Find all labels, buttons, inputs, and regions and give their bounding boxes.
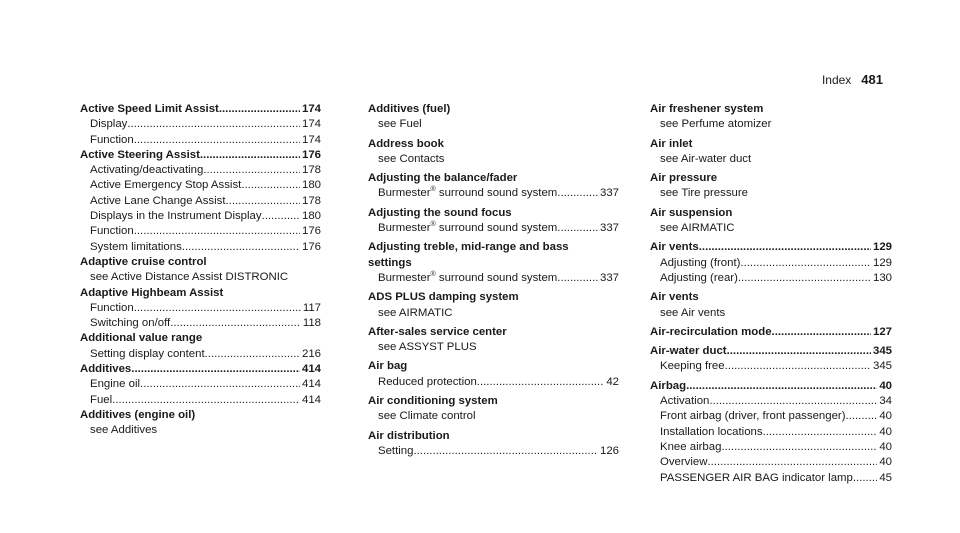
subentry[interactable]: Burmester® surround sound system [378,271,558,284]
entry-title[interactable]: Active Steering Assist [80,148,200,161]
index-entry [650,102,892,133]
subentry[interactable]: Installation locations [660,425,763,438]
page-ref[interactable]: 126 [599,444,619,457]
entry-title[interactable]: Air-recirculation mode [650,325,772,338]
subentry[interactable]: Burmester® surround sound system [378,221,558,235]
page-header [822,72,883,87]
see-reference[interactable]: see Fuel [378,118,422,131]
entry-title: Air distribution [368,429,450,442]
index-entry [650,137,892,168]
see-reference[interactable]: see Additives [90,424,158,437]
page-ref[interactable]: 129 [872,256,892,269]
page-ref[interactable]: 174 [301,118,321,131]
entry-title[interactable]: Active Speed Limit Assist [80,103,219,115]
entry-title-cont: settings [368,256,412,269]
index-column-1 [80,102,321,439]
entry-title[interactable]: Air vents [650,241,699,254]
see-reference[interactable]: see Perfume atomizer [660,118,772,131]
subentry[interactable]: Display [90,118,128,131]
subentry[interactable]: PASSENGER AIR BAG indicator lamp [660,471,853,484]
index-entry [368,394,619,425]
index-label: Index [821,73,852,87]
entry-title: Air suspension [650,206,733,219]
page-ref[interactable]: 174 [301,103,321,115]
entry-title[interactable]: Additives [80,363,132,376]
page-ref[interactable]: 176 [301,148,321,161]
see-reference[interactable]: see Air vents [660,306,726,319]
see-reference[interactable]: see Tire pressure [660,187,748,200]
see-reference[interactable]: see AIRMATIC [660,222,735,235]
index-entry [80,362,321,408]
subentry[interactable]: Reduced protection [378,375,477,388]
subentry[interactable]: Knee airbag [660,440,722,453]
page-ref[interactable]: 40 [879,425,892,438]
page-ref[interactable]: 180 [301,179,321,192]
subentry[interactable]: System limitations [90,240,182,253]
entry-title: Address book [368,137,444,150]
page-ref[interactable]: 129 [872,241,892,254]
page-ref[interactable]: 176 [301,240,321,253]
entry-title: Additives (engine oil) [80,408,196,421]
index-entry [80,255,321,286]
page-ref[interactable]: 174 [301,133,321,146]
entry-title: After-sales service center [368,325,507,338]
entry-title: Additional value range [80,332,203,345]
subentry[interactable]: Activating/deactivating [90,164,204,177]
page-ref[interactable]: 40 [879,410,892,423]
index-column-3 [650,102,892,486]
see-reference[interactable]: see Air-water duct [660,152,752,165]
entry-title[interactable]: Airbag [650,379,687,392]
page-ref[interactable]: 178 [301,194,321,207]
index-entry [650,379,892,486]
page-ref[interactable]: 216 [301,347,321,360]
index-entry [368,290,619,321]
index-entry [80,331,321,362]
page-ref[interactable]: 42 [606,375,619,388]
subentry[interactable]: Active Lane Change Assist [90,194,226,207]
page-ref[interactable]: 118 [302,317,321,330]
entry-title: Adjusting treble, mid-range and bass [368,241,569,254]
subentry[interactable]: Setting [378,444,414,457]
entry-title: Air conditioning system [368,395,498,408]
see-reference[interactable]: see AIRMATIC [378,306,453,319]
page-ref[interactable]: 337 [599,271,619,284]
page-ref[interactable]: 176 [301,225,321,238]
entry-title: Air freshener system [650,103,764,115]
entry-title[interactable]: Air-water duct [650,345,727,358]
subentry[interactable]: Function [90,225,134,238]
index-entry [650,290,892,321]
subentry[interactable]: Keeping free [660,360,725,373]
subentry[interactable]: Adjusting (front) [660,256,741,269]
subentry[interactable]: Switching on/off [90,317,171,330]
index-column-2 [368,102,619,459]
index-entry [368,171,619,202]
page-ref[interactable]: 34 [879,395,892,408]
index-entry [80,148,321,255]
entry-title: Adaptive Highbeam Assist [80,286,224,299]
entry-title: Air vents [650,291,699,304]
entry-title: ADS PLUS damping system [368,291,519,304]
entry-title: Additives (fuel) [368,103,451,115]
see-reference[interactable]: see ASSYST PLUS [378,341,477,354]
entry-title: Adjusting the balance/fader [368,172,518,185]
index-entry [650,171,892,202]
index-entry [650,240,892,286]
subentry[interactable]: Engine oil [90,378,141,391]
page-ref[interactable]: 45 [879,471,892,484]
subentry[interactable]: Front airbag (driver, front passenger) [660,410,846,423]
index-entry [80,102,321,148]
page-ref[interactable]: 40 [879,456,892,469]
index-entry [650,325,892,340]
page-ref[interactable]: 414 [301,378,321,391]
see-reference[interactable]: see Active Distance Assist DISTRONIC [90,271,289,284]
index-entry [368,429,619,460]
see-reference[interactable]: see Contacts [378,152,445,165]
page-ref[interactable]: 180 [301,210,321,223]
page-ref[interactable]: 414 [301,363,321,376]
index-entry [650,206,892,237]
entry-title: Air inlet [650,137,693,150]
subentry[interactable]: Overview [660,456,708,469]
index-entry [368,137,619,168]
index-entry [80,408,321,439]
subentry[interactable]: Adjusting (rear) [660,271,738,284]
page-ref[interactable]: 40 [879,379,892,392]
page-number: 481 [861,72,883,87]
page-ref[interactable]: 337 [599,222,619,235]
index-entry [368,240,619,286]
index-entry [368,102,619,133]
subentry[interactable]: Function [90,301,134,314]
page-ref[interactable]: 345 [872,345,892,358]
entry-title: Adaptive cruise control [80,255,207,268]
index-entry [650,344,892,375]
subentry[interactable]: Fuel [90,393,113,406]
index-entry [368,325,619,356]
subentry[interactable]: Displays in the Instrument Display [90,210,262,223]
index-entry [80,286,321,332]
page-ref[interactable]: 40 [879,440,892,453]
subentry[interactable]: Setting display content [90,347,205,360]
page-ref[interactable]: 345 [872,360,892,373]
page-ref[interactable]: 337 [599,187,619,200]
index-entry [368,206,619,237]
subentry[interactable]: Function [90,133,134,146]
subentry[interactable]: Active Emergency Stop Assist [90,179,242,192]
subentry[interactable]: Burmester® surround sound system [378,186,558,200]
entry-title: Air bag [368,360,408,373]
entry-title: Adjusting the sound focus [368,206,512,219]
see-reference[interactable]: see Climate control [378,410,476,423]
page-ref[interactable]: 127 [872,325,892,338]
page-ref[interactable]: 178 [301,164,321,177]
page-ref[interactable]: 130 [872,271,892,284]
subentry[interactable]: Activation [660,395,710,408]
page-ref[interactable]: 117 [302,301,321,314]
entry-title: Air pressure [650,172,718,185]
page-ref[interactable]: 414 [301,393,321,406]
index-entry [368,359,619,390]
